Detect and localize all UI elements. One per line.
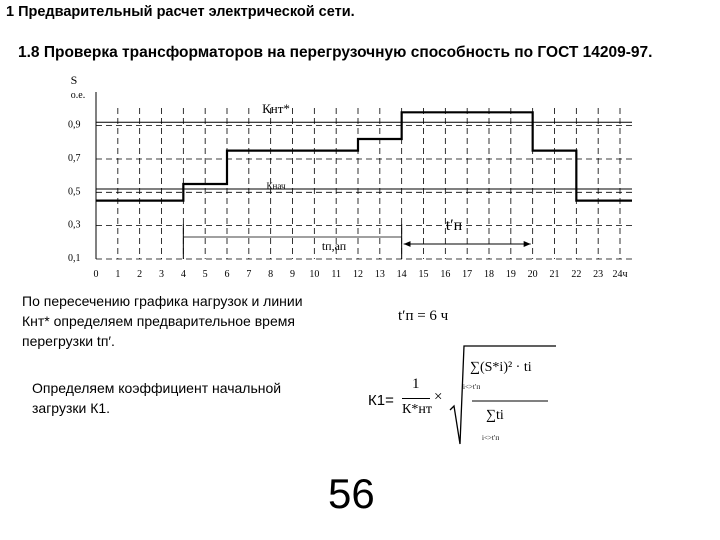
x-tick-label: 9 — [290, 269, 295, 280]
x-tick-label: 0 — [93, 269, 99, 280]
slide-title: 1 Предварительный расчет электрической сети. — [6, 4, 355, 20]
x-tick-label: 13 — [374, 269, 385, 280]
tp-result: t′п = 6 ч — [398, 308, 449, 324]
sum-denominator: ∑ti — [486, 408, 504, 423]
y-tick-label: 0,7 — [68, 152, 81, 164]
x-tick-label: 17 — [462, 269, 473, 280]
times-sign: × — [434, 389, 443, 405]
paragraph-line: загрузки К1. — [32, 400, 111, 416]
x-tick-label: 21 — [549, 269, 560, 280]
paragraph-overload-time — [22, 291, 303, 351]
sum-numerator: ∑(S*i)² · ti — [470, 360, 532, 375]
paragraph-initial-load — [32, 378, 281, 418]
slide-subtitle: 1.8 Проверка трансформаторов на перегрузочную способность по ГОСТ 14209-97. — [18, 44, 653, 61]
x-tick-label: 2 — [137, 269, 143, 280]
paragraph-line: Определяем коэффициент начальной — [32, 380, 282, 396]
x-tick-label: 20 — [527, 269, 538, 280]
y-axis-label: S — [70, 73, 78, 87]
x-tick-label: 15 — [418, 269, 429, 280]
x-tick-label: 12 — [353, 269, 363, 280]
x-tick-label: 22 — [571, 269, 582, 280]
paragraph-line: Кнт* определяем предварительное время — [22, 313, 295, 329]
y-tick-label: 0,5 — [68, 186, 81, 198]
y-tick-label: 0,3 — [68, 219, 81, 231]
x-tick-label: 24ч — [612, 269, 628, 280]
chart-grid — [96, 92, 632, 259]
x-tick-label: 16 — [440, 269, 451, 280]
reference-label-knt: Кнт* — [262, 101, 290, 116]
chart-labels — [68, 73, 628, 280]
paragraph-line: перегрузки tп′. — [22, 333, 115, 349]
page-number: 56 — [328, 470, 375, 517]
y-tick-label: 0,9 — [68, 119, 81, 131]
x-tick-label: 7 — [246, 269, 252, 280]
x-tick-label: 4 — [180, 269, 186, 280]
x-tick-label: 23 — [593, 269, 604, 280]
fraction-numerator: 1 — [412, 376, 420, 392]
k1-label: К1= — [368, 392, 394, 409]
x-tick-label: 6 — [224, 269, 230, 280]
x-tick-label: 18 — [484, 269, 494, 280]
sum-index-top: i<>t′п — [463, 383, 481, 391]
paragraph-line: По пересечению графика нагрузок и линии — [22, 293, 303, 309]
x-tick-label: 8 — [268, 269, 274, 280]
x-tick-label: 1 — [115, 269, 121, 280]
x-tick-label: 10 — [309, 269, 320, 280]
tpap-label: tп,ап — [321, 239, 347, 253]
reference-label-knach: Кнач — [266, 181, 286, 191]
y-axis-label-unit: о.е. — [70, 90, 86, 101]
x-tick-label: 3 — [159, 269, 164, 280]
sum-index-bottom: i<>t′п — [482, 434, 500, 442]
x-tick-label: 5 — [202, 269, 208, 280]
x-tick-label: 14 — [396, 269, 407, 280]
x-tick-label: 19 — [505, 269, 516, 280]
k-denominator: К*нт — [402, 402, 432, 417]
chart-marks — [96, 112, 632, 259]
fraction-line — [402, 398, 430, 399]
y-tick-label: 0,1 — [68, 253, 81, 264]
tp-label: t′п — [445, 217, 463, 234]
x-tick-label: 11 — [331, 269, 341, 280]
